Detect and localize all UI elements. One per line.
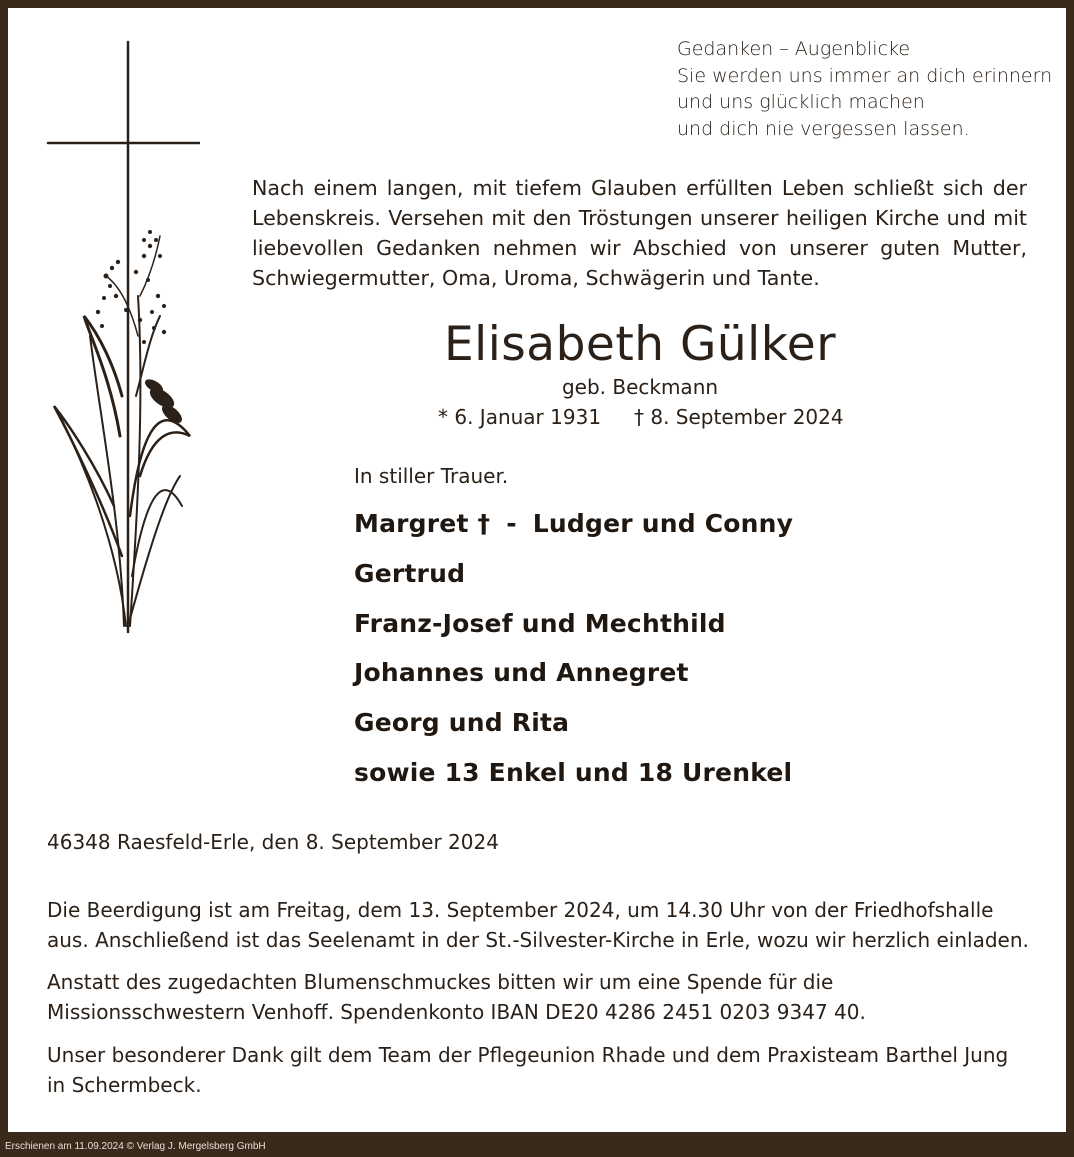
mourning-phrase: In stiller Trauer. bbox=[354, 464, 509, 488]
family-row: Franz-Josef und Mechthild bbox=[354, 608, 726, 638]
family-row: Georg und Rita bbox=[354, 708, 570, 738]
poem-line: und dich nie vergessen lassen. bbox=[677, 117, 970, 140]
funeral-notice: Die Beerdigung ist am Freitag, dem 13. September 2024, um 14.30 Uhr von der Friedhofshalle aus. Anschließend ist das Seelenamt in der St.-Silvester-Kirche in Erle, wozu wir herzlich einladen. bbox=[47, 898, 1029, 952]
place-date: 46348 Raesfeld-Erle, den 8. September 2024 bbox=[47, 830, 499, 854]
poem-line: Sie werden uns immer an dich erinnern bbox=[677, 64, 1053, 87]
donation-notice: Anstatt des zugedachten Blumenschmuckes bitten wir um eine Spende für die Missionsschwestern Venhoff. Spendenkonto IBAN DE20 4286 2451 0203 9347 40. bbox=[47, 970, 866, 1024]
intro-paragraph: Nach einem langen, mit tiefem Glauben erfüllten Leben schließt sich der Lebenskreis. Versehen mit den Tröstungen unserer heiligen Kirche und mit liebevollen Gedanken nehmen wir Abschied von unserer guten Mutter, Schwiegermutter, Oma, Uroma, Schwägerin und Tante. bbox=[252, 176, 1027, 290]
poem-line: und uns glücklich machen bbox=[677, 91, 925, 113]
death-date: † 8. September 2024 bbox=[634, 405, 844, 429]
thanks-notice: Unser besonderer Dank gilt dem Team der Pflegeunion Rhade und dem Praxisteam Barthel Jung in Schermbeck. bbox=[47, 1043, 1009, 1097]
family-row: Gertrud bbox=[354, 558, 466, 588]
cross-with-grain-icon bbox=[40, 36, 200, 636]
publication-footer: Erschienen am 11.09.2024 © Verlag J. Mergelsberg GmbH bbox=[5, 1141, 266, 1152]
birth-name: geb. Beckmann bbox=[561, 375, 719, 399]
poem bbox=[677, 36, 1057, 142]
poem-line: Gedanken – Augenblicke bbox=[677, 38, 911, 60]
birth-date: * 6. Januar 1931 bbox=[438, 405, 602, 429]
deceased-name: Elisabeth Gülker bbox=[443, 317, 837, 372]
family-row: Johannes und Annegret bbox=[354, 658, 689, 688]
family-list bbox=[354, 505, 954, 804]
family-row: sowie 13 Enkel und 18 Urenkel bbox=[354, 757, 793, 787]
family-separator: - bbox=[506, 509, 517, 538]
family-member: Ludger und Conny bbox=[532, 509, 794, 538]
family-member: Margret † bbox=[354, 509, 491, 538]
family-row bbox=[354, 505, 954, 555]
